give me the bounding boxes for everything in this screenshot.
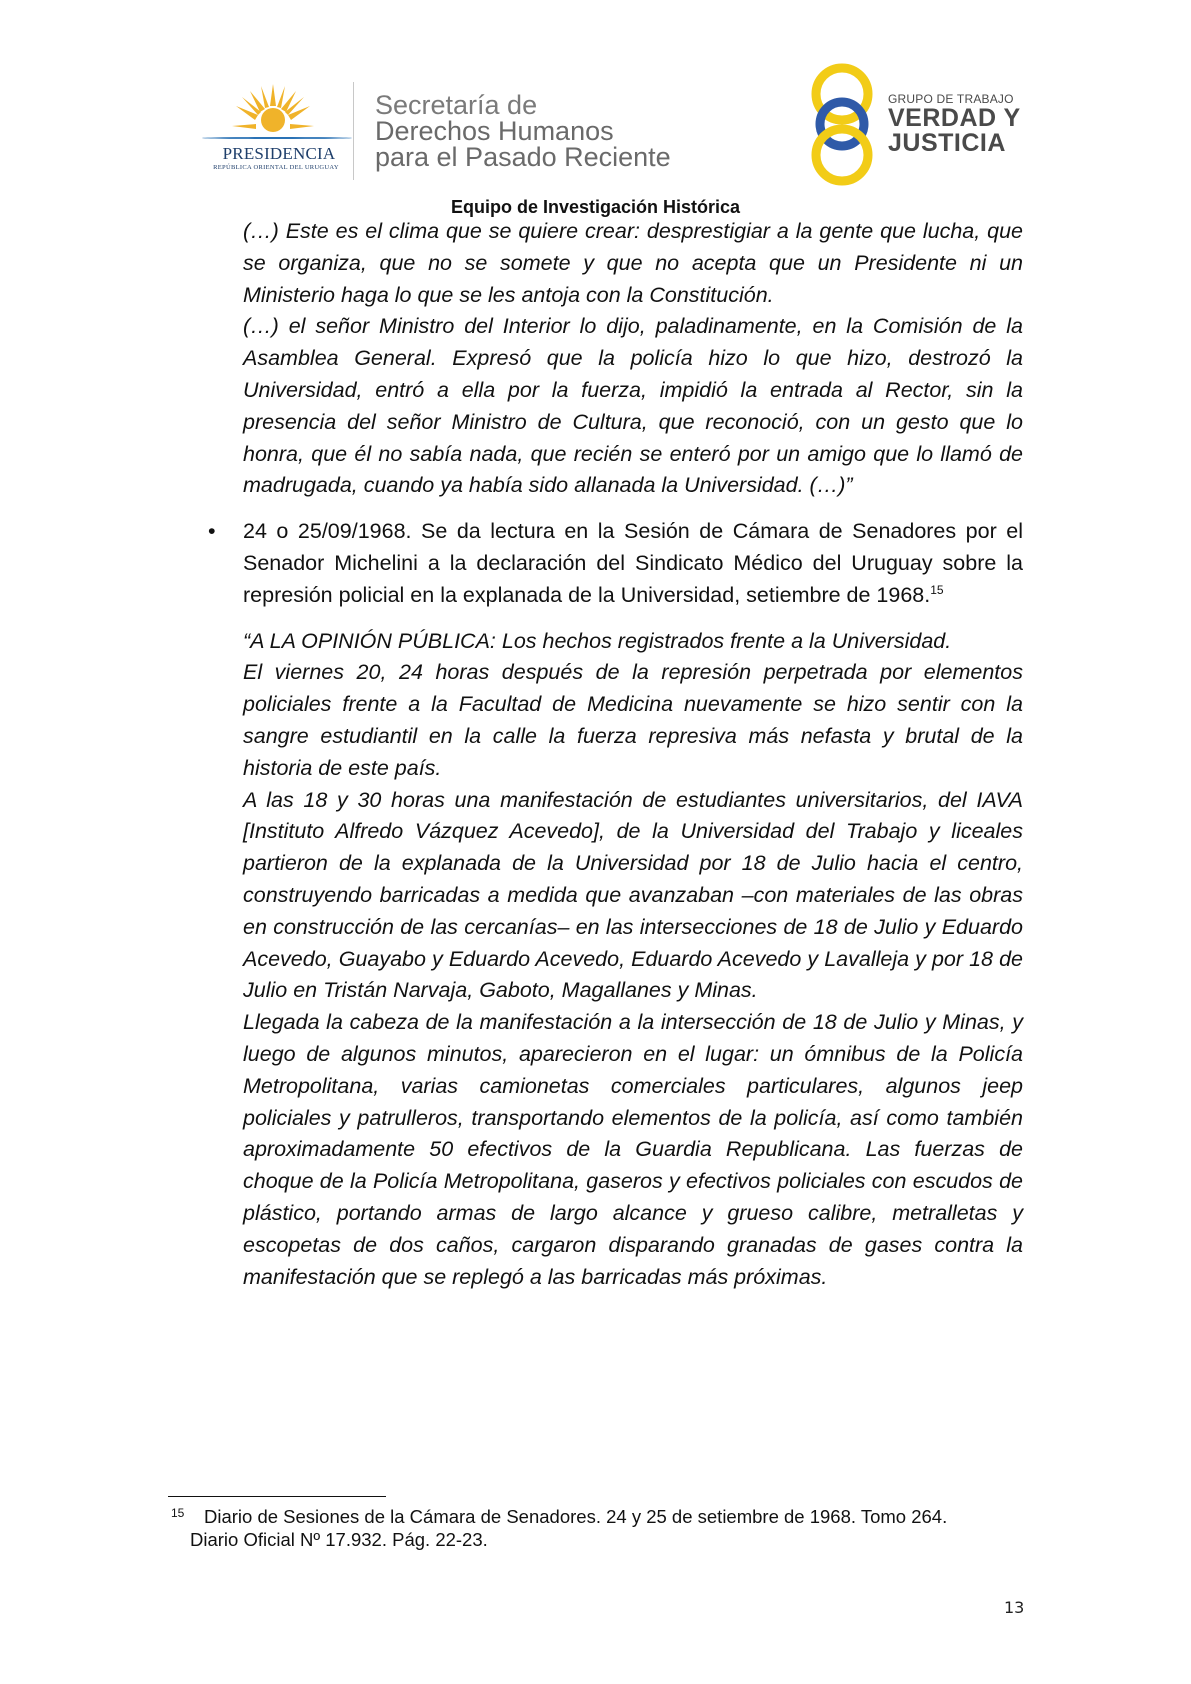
linked-rings-icon <box>808 62 880 187</box>
presidencia-name: PRESIDENCIA <box>222 144 336 163</box>
footnote-separator <box>168 1496 386 1497</box>
footnote-number: 15 <box>171 1506 185 1520</box>
footnote-ref: 15 <box>930 582 944 597</box>
verdad-justicia-text <box>888 92 1038 156</box>
presidencia-subtitle: REPÚBLICA ORIENTAL DEL URUGUAY <box>213 164 339 171</box>
grupo-big2: JUSTICIA <box>888 129 1006 157</box>
secretaria-line2: Derechos Humanos <box>375 116 614 146</box>
header-divider <box>353 82 354 180</box>
secretaria-line1: Secretaría de <box>375 90 538 120</box>
secretaria-logo-text <box>375 92 671 170</box>
quote2-paragraph1: “A LA OPINIÓN PÚBLICA: Los hechos registrados frente a la Universidad. <box>243 628 952 653</box>
verdad-justicia-logo <box>808 62 1028 187</box>
bullet-text-paragraph <box>243 516 1023 611</box>
quote1-paragraph2: (…) el señor Ministro del Interior lo dijo, paladinamente, en la Comisión de la Asamblea General. Expresó que la policía hizo lo que hizo, destrozó la Universidad, entró a ella por la fuerza, impidió la entrada al Rector, sin la presencia del señor Ministro de Cultura, que reconoció, con un gesto que lo honra, que él no sabía nada, que recién se enteró por un amigo que lo llamó de madrugada, cuando ya había sido allanada la Universidad. (…)” <box>243 314 1023 498</box>
quote2-paragraph3: A las 18 y 30 horas una manifestación de estudiantes universitarios, del IAVA [Instituto Alfredo Vázquez Acevedo], de la Universidad del Trabajo y liceales partieron de la explanada de la Universidad por 18 de Julio hacia el centro, construyendo barricadas a medida que avanzaban –con materiales de las obras en construcción de las cercanías– en las intersecciones de 18 de Julio y Eduardo Acevedo, Guayabo y Eduardo Acevedo, Eduardo Acevedo y Lavalleja y por 18 de Julio en Tristán Narvaja, Gaboto, Magallanes y Minas. <box>243 787 1023 1003</box>
presidencia-logo <box>196 82 356 182</box>
document-body <box>208 216 1023 1293</box>
secretaria-line3: para el Pasado Reciente <box>375 142 671 172</box>
quote2-paragraph2: El viernes 20, 24 horas después de la represión perpetrada por elementos policiales frente a la Facultad de Medicina nuevamente se hizo sentir con la sangre estudiantil en la calle la fuerza represiva más nefasta y brutal de la historia de este país. <box>243 660 1023 780</box>
grupo-small: GRUPO DE TRABAJO <box>888 92 1014 106</box>
quote1-paragraph1: (…) Este es el clima que se quiere crear: desprestigiar a la gente que lucha, que se organiza, que no se somete y que no acepta que un Presidente ni un Ministerio haga lo que se les antoja con la Constitución. <box>243 219 1023 307</box>
quote2-block <box>243 626 1023 1294</box>
bullet-symbol: • <box>208 519 216 544</box>
page-number: 13 <box>1004 1598 1025 1617</box>
footnote-line1: Diario de Sesiones de la Cámara de Senadores. 24 y 25 de setiembre de 1968. Tomo 264. <box>204 1506 948 1527</box>
sun-icon <box>230 82 316 142</box>
bullet-text: 24 o 25/09/1968. Se da lectura en la Sesión de Cámara de Senadores por el Senador Michelini a la declaración del Sindicato Médico del Uruguay sobre la represión policial en la explanada de la Universidad, setiembre de 1968. <box>243 519 1023 607</box>
page-header <box>0 0 1191 230</box>
bullet-item <box>208 516 1023 611</box>
footnote <box>168 1505 1028 1551</box>
quote2-paragraph4: Llegada la cabeza de la manifestación a la intersección de 18 de Julio y Minas, y luego de algunos minutos, aparecieron en el lugar: un ómnibus de la Policía Metropolitana, varias camionetas comerciales particulares, algunos jeep policiales y patrulleros, transportando elementos de la policía, así como también aproximadamente 50 efectivos de la Guardia Republicana. Las fuerzas de choque de la Policía Metropolitana, gaseros y efectivos policiales con escudos de plástico, portando armas de largo alcance y grueso calibre, metralletas y escopetas de dos caños, cargaron disparando granadas de gases contra la manifestación que se replegó a las barricadas más próximas. <box>243 1010 1023 1289</box>
horizon-line <box>202 137 352 139</box>
grupo-big1: VERDAD Y <box>888 104 1021 132</box>
footnote-line2: Diario Oficial Nº 17.932. Pág. 22-23. <box>190 1529 488 1550</box>
team-title: Equipo de Investigación Histórica <box>450 197 741 217</box>
